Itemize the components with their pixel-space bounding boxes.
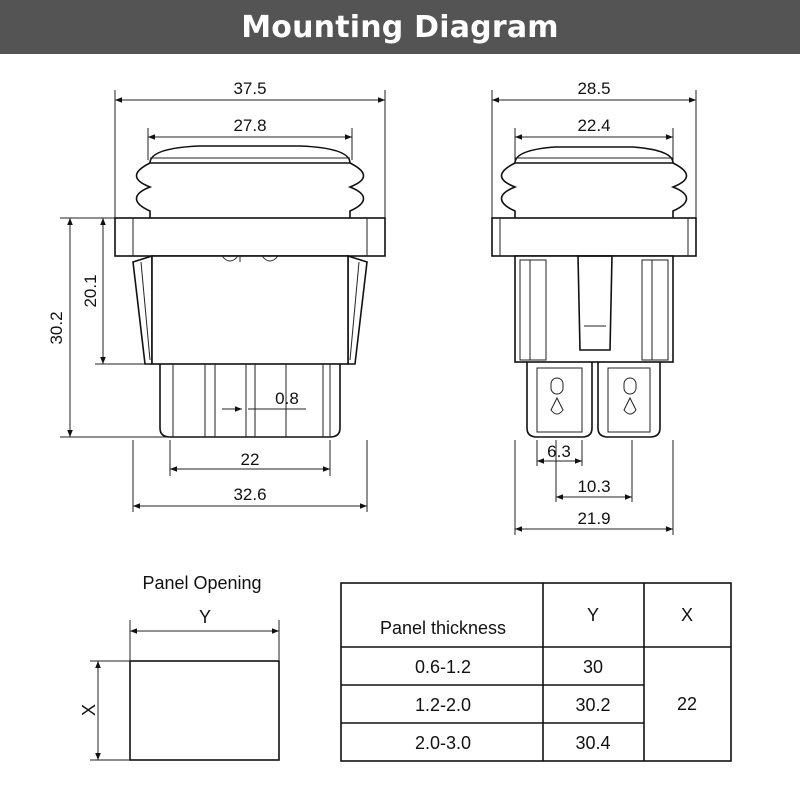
panel-opening-x-label: X [79,703,99,717]
page-title: Mounting Diagram [241,9,559,45]
side-bellows-right [673,163,687,218]
side-body [515,256,673,362]
side-view [492,79,696,535]
panel-opening-rect [130,661,279,760]
panel-opening-y-label: Y [198,607,212,627]
front-bellows-right [350,163,364,218]
side-flange [492,218,696,256]
table-cell-thickness: 2.0-3.0 [414,733,472,753]
dim-side-cap: 22.4 [577,116,611,135]
panel-table [341,583,731,761]
front-cap [150,146,350,163]
panel-opening-title: Panel Opening [142,573,262,593]
table-cell-thickness: 1.2-2.0 [414,695,472,715]
dim-side-body: 21.9 [577,509,611,528]
front-flange [115,218,385,256]
dim-front-cap: 27.8 [233,116,267,135]
front-view [47,79,385,512]
side-bellows-left [502,163,516,218]
dim-front-body: 20.1 [81,274,100,308]
panel-opening [79,573,279,760]
dim-terminal-thickness: 0.8 [275,389,299,408]
dim-side-terminal-pitch: 10.3 [577,477,611,496]
dim-side-overall: 28.5 [577,79,611,98]
table-cell-y: 30 [582,657,604,677]
table-header-x: X [680,605,694,625]
table-cell-x: 22 [676,694,698,714]
table-header-thickness: Panel thickness [379,618,507,638]
front-terminal-block [160,364,340,437]
table-header-y: Y [586,605,600,625]
front-bellows-left [137,163,151,218]
dim-terminal-span: 22 [240,450,260,469]
dim-side-terminal-width: 6.3 [547,442,571,461]
front-body [152,256,348,364]
dim-front-clip: 32.6 [233,485,267,504]
table-cell-y: 30.2 [575,695,611,715]
dim-front-height: 30.2 [47,311,66,345]
dim-front-overall: 37.5 [233,79,267,98]
side-cap [515,147,673,163]
table-cell-thickness: 0.6-1.2 [414,657,472,677]
table-cell-y: 30.4 [575,733,611,753]
